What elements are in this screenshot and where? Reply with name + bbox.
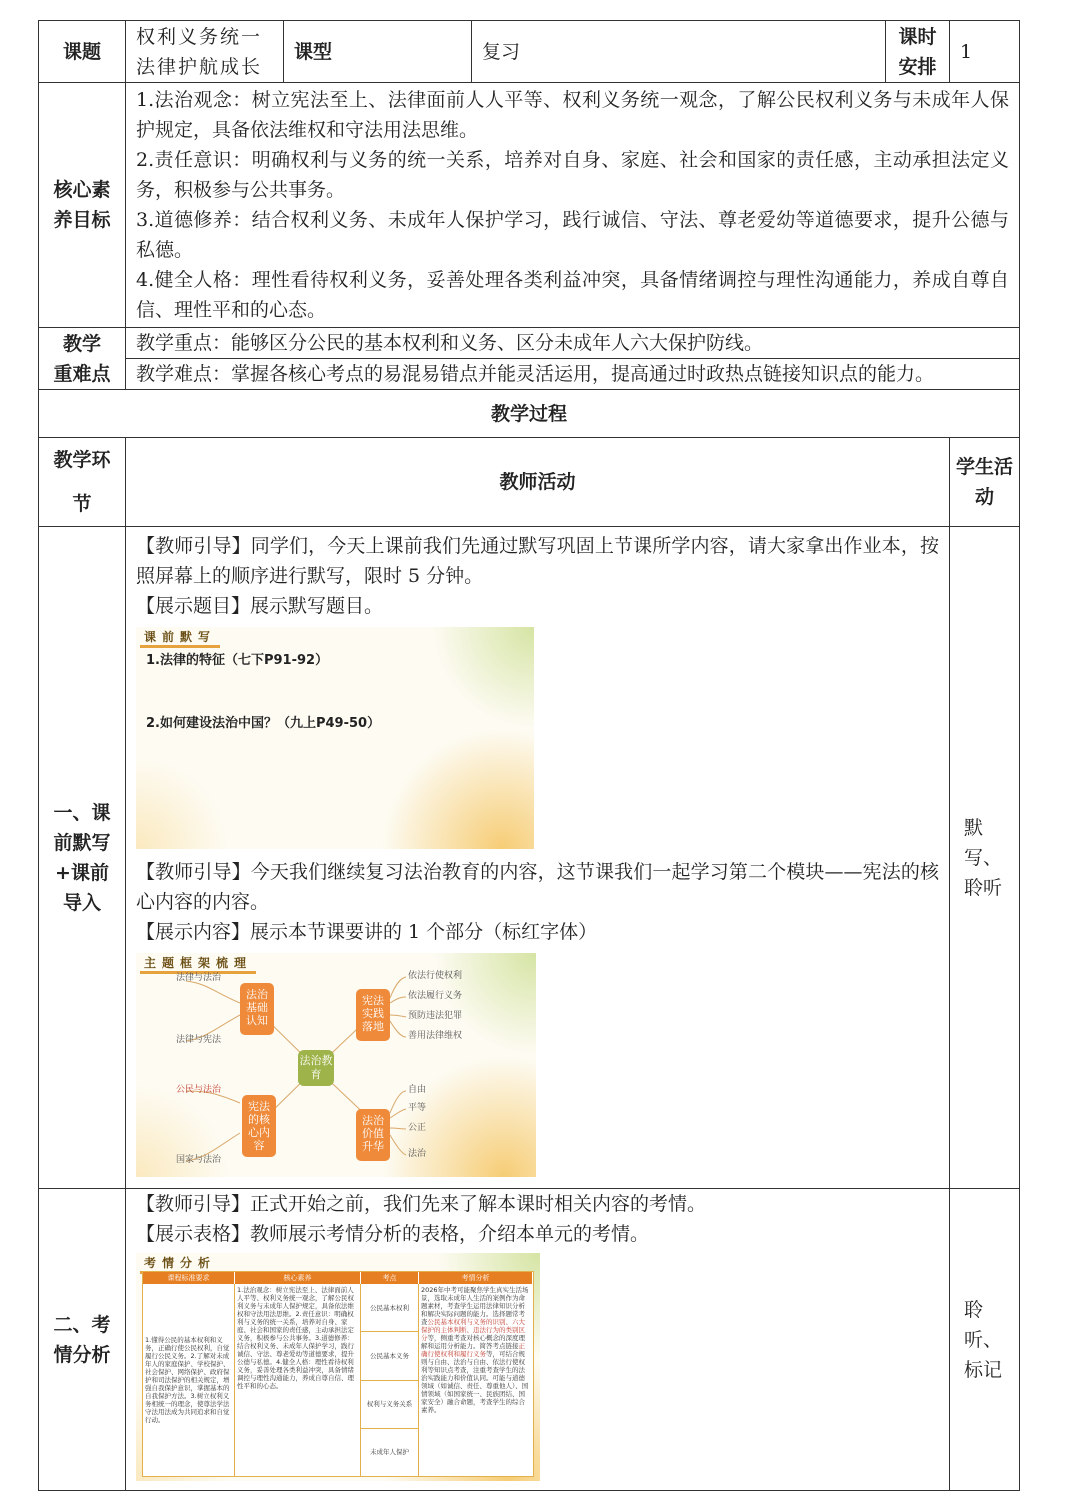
stage-header-1: 教学环 <box>53 449 111 471</box>
stage-1-show-1: 【展示题目】展示默写题目。 <box>136 595 384 617</box>
type-value: 复习 <box>472 21 886 83</box>
topic-line-1: 权利义务统一 <box>136 25 263 48</box>
exam-point-relation: 权利与义务关系 <box>361 1381 418 1429</box>
mindmap-leaf: 法治 <box>408 1149 427 1159</box>
topic-line-2: 法律护航成长 <box>136 55 263 78</box>
exam-analysis-table <box>142 1271 534 1477</box>
goals-row <box>39 83 1020 328</box>
stage-2-teacher <box>126 1189 950 1491</box>
goal-item-1: 1.法治观念：树立宪法至上、法律面前人人平等、权利义务统一观念，了解公民权利义务与未成年人保护规定，具备依法维权和守法用法思维。 <box>136 89 1009 141</box>
mindmap-leaf: 自由 <box>408 1085 427 1095</box>
difficulty-row <box>39 359 1020 390</box>
goals-label-2: 养目标 <box>53 209 111 231</box>
stage-1-label-4: 导入 <box>62 891 101 914</box>
mindmap-leaf: 法律与宪法 <box>176 1035 222 1045</box>
goal-item-2: 2.责任意识：明确权利与义务的统一关系，培养对自身、家庭、社会和国家的责任感，主动承担法定义务，积极参与公共事务。 <box>136 149 1009 201</box>
exam-analysis-text-3: 等，可结合规则与自由、法治与自由、依法行使权利等知识点考查，注重考查学生的法治实践能力和价值认同。可能与道德领域（如诚信、责任、尊重他人）、国情领域（如国家统一、民族团结、国家安全）融合命题，考查学生的综合素养。 <box>421 1350 529 1414</box>
type-label: 课型 <box>284 21 472 83</box>
hours-label-1: 课时 <box>898 25 937 48</box>
hours-label-2: 安排 <box>898 55 937 78</box>
process-header-row <box>39 438 1020 527</box>
topic-label: 课题 <box>39 21 126 83</box>
exam-analysis-body <box>143 1284 533 1476</box>
stage-column-header <box>39 438 126 527</box>
exam-analysis-highlight-1: 公民基本权利与义务的识别、六大保护的主体判断、违法行为的类别区分 <box>421 1318 525 1342</box>
mindmap-slide <box>136 953 536 1177</box>
exam-header-points: 考点 <box>361 1272 419 1284</box>
key-points-label <box>39 328 126 390</box>
student-column-header: 学生活动 <box>950 438 1020 527</box>
dictation-slide <box>136 627 534 849</box>
exam-analysis-cell <box>419 1284 533 1476</box>
exam-analysis-header <box>143 1272 533 1284</box>
mindmap-leaf-highlight: 公民与法治 <box>176 1085 222 1095</box>
stage-1-row <box>39 527 1020 1189</box>
exam-analysis-text-1: 2026年中考可能聚焦学生真实生活场景，选取未成年人生活的案例作为命题素材，考查学生运用法律知识分析和解决实际问题的能力。选择题常考查 <box>421 1286 529 1326</box>
stage-1-guide-2: 【教师引导】今天我们继续复习法治教育的内容，这节课我们一起学习第二个模块——宪法的核心内容的内容。 <box>136 861 939 913</box>
stage-1-teacher <box>126 527 950 1189</box>
goal-item-3: 3.道德修养：结合权利义务、未成年人保护学习，践行诚信、守法、尊老爱幼等道德要求，提升公德与私德。 <box>136 209 1009 261</box>
mindmap-connectors <box>136 953 536 1177</box>
stage-1-student: 默写、聆听 <box>950 527 1020 1189</box>
mindmap-leaf: 预防违法犯罪 <box>408 1011 463 1021</box>
exam-analysis-text-2: 等，侧重考查对核心概念的深度理解和运用分析能力。简答考点链接 <box>421 1334 525 1350</box>
stage-1-label-1: 一、课 <box>53 801 111 824</box>
exam-literacy-cell: 1.法治观念：树立宪法至上、法律面前人人平等、权利义务统一观念，了解公民权利义务与未成年人保护规定，具备依法维权和守法用法思维。2.责任意识：明确权利与义务的统一关系，培养对自身、家庭、社会和国家的责任感，主动承担法定义务，积极参与公共事务。3.道德修养：结合权利义务、未成年人保护学习，践行诚信、守法、尊老爱幼等道德要求，提升公德与私德。4.健全人格：理性看待权利义务，妥善处理各类利益冲突，具备情绪调控与理性沟通能力，养成自尊自信、理性平和的心态。 <box>235 1284 361 1476</box>
stage-1-label-3: +课前 <box>55 861 109 884</box>
teaching-difficulty: 教学难点：掌握各核心考点的易混易错点并能灵活运用，提高通过时政热点链接知识点的能力。 <box>126 359 1020 390</box>
stage-1-show-2: 【展示内容】展示本节课要讲的 1 个部分（标红字体） <box>136 921 598 943</box>
stage-2-guide: 【教师引导】正式开始之前，我们先来了解本课时相关内容的考情。 <box>136 1193 707 1215</box>
exam-header-literacy: 核心素养 <box>235 1272 361 1284</box>
hours-label <box>886 21 950 83</box>
key-points-label-1: 教学 <box>62 332 101 355</box>
stage-1-label <box>39 527 126 1189</box>
stage-2-label-2: 情分析 <box>53 1343 111 1366</box>
stage-2-row <box>39 1189 1020 1491</box>
exam-standard-cell: 1.懂得公民的基本权利和义务，正确行使公民权利，自觉履行公民义务。2.了解对未成年人的家庭保护、学校保护、社会保护、网络保护、政府保护和司法保护的相关规定，增强自我保护意识，掌握基本的自我保护方法。3.树立权利义务相统一的理念，使尊法学法守法用法成为共同追求和自觉行动。 <box>143 1284 235 1476</box>
mindmap-node-core-content: 宪法的核心内容 <box>242 1095 276 1157</box>
exam-header-standard: 课程标准要求 <box>143 1272 235 1284</box>
mindmap-center: 法治教育 <box>298 1050 334 1086</box>
stage-header-2: 节 <box>72 493 92 515</box>
mindmap-node-practice: 宪法实践落地 <box>356 989 390 1041</box>
exam-analysis-highlight-2: 正确行使权利和履行义务 <box>421 1342 525 1358</box>
mindmap-node-foundation: 法治基础认知 <box>240 983 274 1035</box>
exam-analysis-title: 考情分析 <box>140 1255 220 1274</box>
exam-point-rights: 公民基本权利 <box>361 1284 418 1332</box>
goals-label <box>39 83 126 328</box>
topic-value <box>126 21 284 83</box>
exam-header-analysis: 考情分析 <box>419 1272 533 1284</box>
mindmap-leaf: 法律与法治 <box>176 973 222 983</box>
teacher-column-header: 教师活动 <box>126 438 950 527</box>
goal-item-4: 4.健全人格：理性看待权利义务，妥善处理各类利益冲突，具备情绪调控与理性沟通能力，养成自尊自信、理性平和的心态。 <box>136 269 1009 321</box>
teaching-focus: 教学重点：能够区分公民的基本权利和义务、区分未成年人六大保护防线。 <box>126 328 1020 359</box>
header-row <box>39 21 1020 83</box>
goals-label-1: 核心素 <box>53 179 111 201</box>
exam-point-minors: 未成年人保护 <box>370 1448 409 1457</box>
dictation-question-1: 1.法律的特征（七下P91-92） <box>146 653 329 668</box>
mindmap-leaf: 依法行使权利 <box>408 971 463 981</box>
stage-2-label <box>39 1189 126 1491</box>
mindmap-leaf: 平等 <box>408 1103 427 1113</box>
mindmap-leaf: 国家与法治 <box>176 1155 222 1165</box>
lesson-plan-table <box>38 20 1020 1491</box>
mindmap-node-values: 法治价值升华 <box>356 1109 390 1161</box>
dictation-question-2: 2.如何建设法治中国？（九上P49-50） <box>146 716 381 731</box>
process-title: 教学过程 <box>39 390 1020 438</box>
stage-1-label-2: 前默写 <box>53 831 111 854</box>
focus-row <box>39 328 1020 359</box>
stage-2-student: 聆听、标记 <box>950 1189 1020 1491</box>
mindmap-slide-title: 主题框架梳理 <box>140 955 256 974</box>
exam-analysis-slide <box>136 1253 540 1481</box>
stage-1-guide-1: 【教师引导】同学们，今天上课前我们先通过默写巩固上节课所学内容，请大家拿出作业本，按照屏幕上的顺序进行默写，限时 5 分钟。 <box>136 535 939 587</box>
mindmap-leaf: 依法履行义务 <box>408 991 463 1001</box>
hours-value: 1 <box>950 21 1020 83</box>
process-title-row <box>39 390 1020 438</box>
mindmap-leaf: 善用法律维权 <box>408 1031 463 1041</box>
dictation-slide-title: 课前默写 <box>140 629 220 648</box>
goals-content <box>126 83 1020 328</box>
key-points-label-2: 重难点 <box>53 362 111 385</box>
mindmap-leaf: 公正 <box>408 1123 427 1133</box>
stage-2-show: 【展示表格】教师展示考情分析的表格，介绍本单元的考情。 <box>136 1223 650 1245</box>
exam-point-duties: 公民基本义务 <box>361 1332 418 1380</box>
exam-points-column <box>361 1284 419 1476</box>
stage-2-label-1: 二、考 <box>53 1313 111 1336</box>
